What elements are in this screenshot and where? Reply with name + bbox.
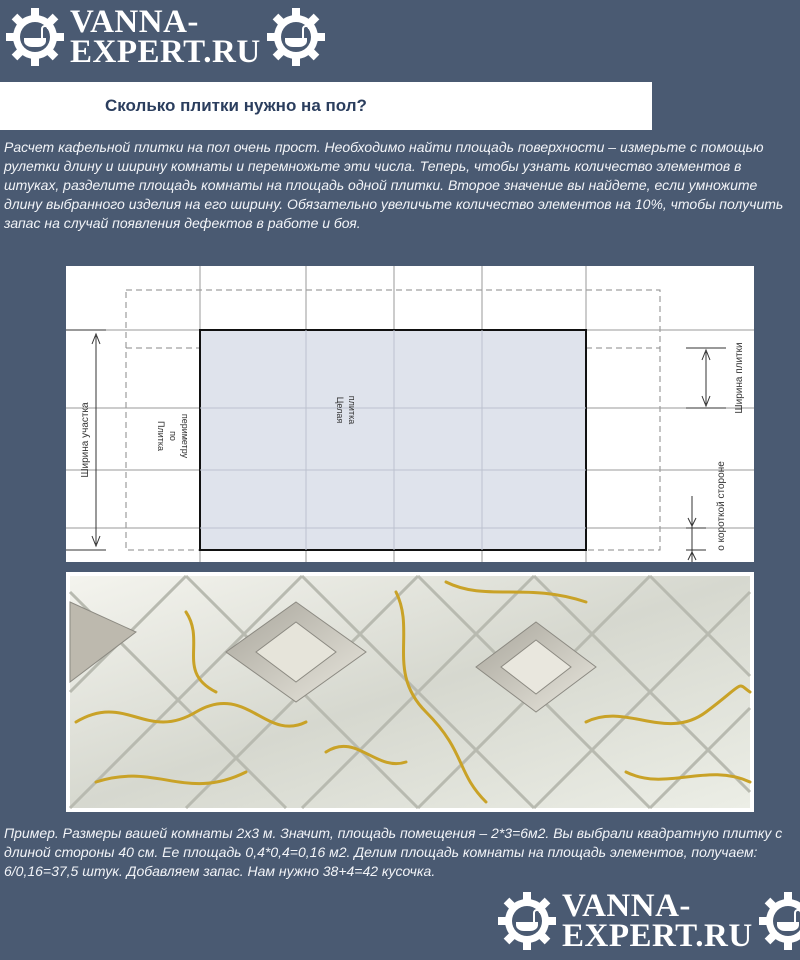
gear-bathtub-icon [496, 890, 558, 952]
logo-line-2: EXPERT.RU [562, 918, 753, 954]
example-paragraph: Пример. Размеры вашей комнаты 2х3 м. Значит, площадь помещения – 2*3=6м2. Вы выбрали квадратную плитку с длиной стороны 40 см. Ее площадь 0,4*0,4=0,16 м2. Делим площадь комнаты на площадь элементов, получаем: 6/0,16=37,5 штук. Добавляем запас. Нам нужно 38+4=42 кусочка. [4, 825, 783, 879]
logo-line-1: VANNA- [562, 888, 691, 924]
logo-text [70, 4, 261, 70]
short-side-dimension [686, 496, 706, 562]
label-whole-2: плитка [347, 395, 357, 425]
label-perimeter-1: Плитка [156, 420, 166, 452]
gear-bathtub-icon [4, 6, 66, 68]
logo-line-2: EXPERT.RU [70, 34, 261, 70]
title-bar [0, 82, 652, 130]
label-tile-width: Ширина плитки [734, 342, 745, 414]
logo-bottom[interactable] [496, 890, 800, 952]
tile-layout-diagram [66, 266, 754, 562]
label-short-side: о короткой стороне [716, 461, 727, 551]
label-perimeter-2: по [168, 431, 178, 441]
gear-bathtub-icon [757, 890, 800, 952]
logo-top[interactable] [4, 6, 327, 68]
mosaic-tile-photo [66, 572, 754, 812]
tile-width-dimension [686, 348, 726, 408]
gear-bathtub-icon [265, 6, 327, 68]
logo-line-1: VANNA- [70, 4, 199, 40]
label-whole-1: Целая [335, 396, 345, 424]
page-title: Сколько плитки нужно на пол? [105, 96, 367, 115]
label-perimeter-3: периметру [180, 413, 190, 459]
logo-text [562, 888, 753, 954]
intro-paragraph: Расчет кафельной плитки на пол очень прост. Необходимо найти площадь поверхности – измерьте с помощью рулетки длину и ширину комнаты и перемножьте эти числа. Теперь, чтобы узнать количество элементов в штуках, разделите площадь комнаты на площадь одной плитки. Второе значение вы найдете, если умножите длину выбранного изделия на его ширину. Обязательно увеличьте количество элементов на 10%, чтобы получить запас на случай появления дефектов в работе и боя. [4, 139, 784, 231]
diagram-svg [66, 266, 754, 562]
mosaic-photo-svg [66, 572, 754, 812]
room-area [200, 330, 586, 550]
label-width-area: Ширина участка [80, 402, 91, 478]
